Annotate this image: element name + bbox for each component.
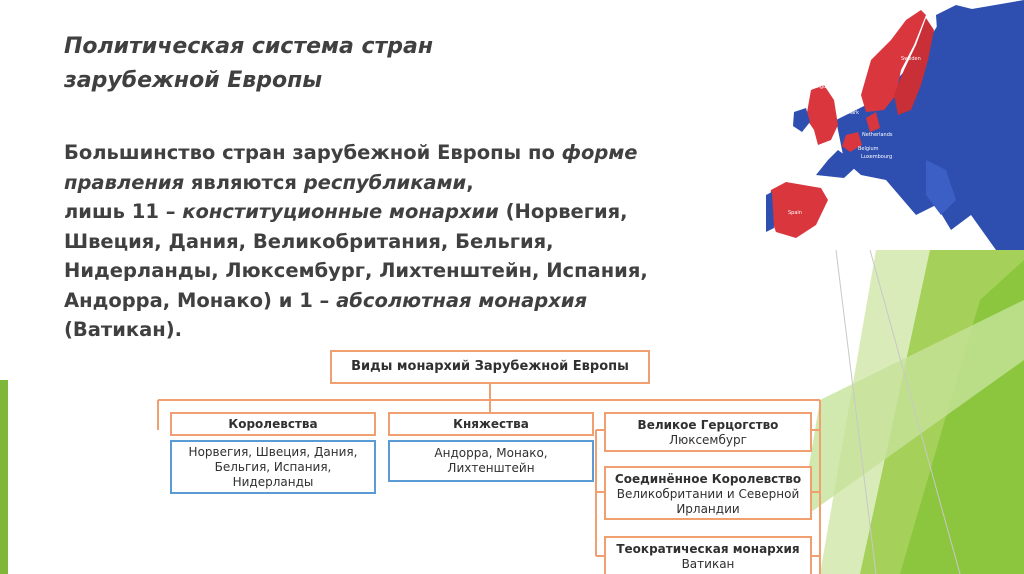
- map-label: Spain: [788, 210, 802, 216]
- theocratic-country: Ватикан: [681, 557, 735, 571]
- united-kingdom-country-line: Ирландии: [676, 502, 740, 516]
- theocratic-title: Теократическая монархия: [616, 542, 800, 556]
- body-text-segment: Андорра, Монако) и 1 –: [64, 288, 337, 312]
- body-text-segment: Нидерланды, Люксембург, Лихтенштейн, Испания,: [64, 259, 648, 282]
- principalities-countries-box: [388, 440, 594, 482]
- title-line-2: зарубежной Европы: [64, 68, 323, 93]
- kingdoms-header-box: [170, 412, 376, 436]
- map-label: Belgium: [858, 146, 879, 152]
- body-text-italic: абсолютная монархия: [336, 288, 588, 312]
- body-text-italic: республиками: [303, 170, 467, 194]
- grand-duchy-box: [604, 412, 812, 452]
- principalities-countries-line: Лихтенштейн: [447, 461, 535, 475]
- body-text-italic: форме: [561, 141, 638, 164]
- kingdoms-countries-box: [170, 440, 376, 494]
- united-kingdom-box: [604, 466, 812, 520]
- diagram-root-label: Виды монархий Зарубежной Европы: [351, 359, 629, 374]
- body-text-segment: лишь 11 –: [64, 200, 183, 223]
- body-text-segment: ,: [466, 170, 474, 194]
- map-label: Denmark: [836, 110, 859, 116]
- map-label: Norway: [854, 49, 873, 55]
- united-kingdom-title: Соединённое Королевство: [614, 472, 802, 486]
- body-text-segment: (Норвегия,: [498, 200, 628, 223]
- united-kingdom-country-line: Великобритании и Северной: [616, 487, 800, 501]
- kingdoms-countries-line: Бельгия, Испания,: [214, 460, 332, 474]
- map-label: United Kingdom: [794, 84, 835, 90]
- body-text-segment: Большинство стран зарубежной Европы по: [64, 141, 562, 164]
- theocratic-monarchy-box: [604, 536, 812, 574]
- diagram-root-box: [330, 350, 650, 384]
- principalities-title: Княжества: [453, 417, 529, 431]
- kingdoms-countries-line: Норвегия, Швеция, Дания,: [188, 445, 358, 459]
- kingdoms-title: Королевства: [228, 417, 318, 431]
- body-text-segment: (Ватикан).: [64, 318, 183, 341]
- body-text-segment: Швеция, Дания, Великобритания, Бельгия,: [64, 229, 554, 253]
- principalities-header-box: [388, 412, 594, 436]
- body-text-italic: правления: [64, 170, 185, 194]
- kingdoms-countries-line: Нидерланды: [232, 475, 314, 489]
- body-text-segment: являются: [184, 170, 304, 194]
- grand-duchy-country: Люксембург: [669, 433, 747, 447]
- map-label: Netherlands: [862, 132, 893, 138]
- map-label: Luxembourg: [861, 154, 893, 160]
- map-label: Sweden: [901, 56, 921, 62]
- grand-duchy-title: Великое Герцогство: [637, 418, 779, 432]
- title-line-1: Политическая система стран: [64, 34, 434, 59]
- principalities-countries-line: Андорра, Монако,: [434, 446, 548, 460]
- body-text-italic: конституционные монархии: [182, 200, 499, 223]
